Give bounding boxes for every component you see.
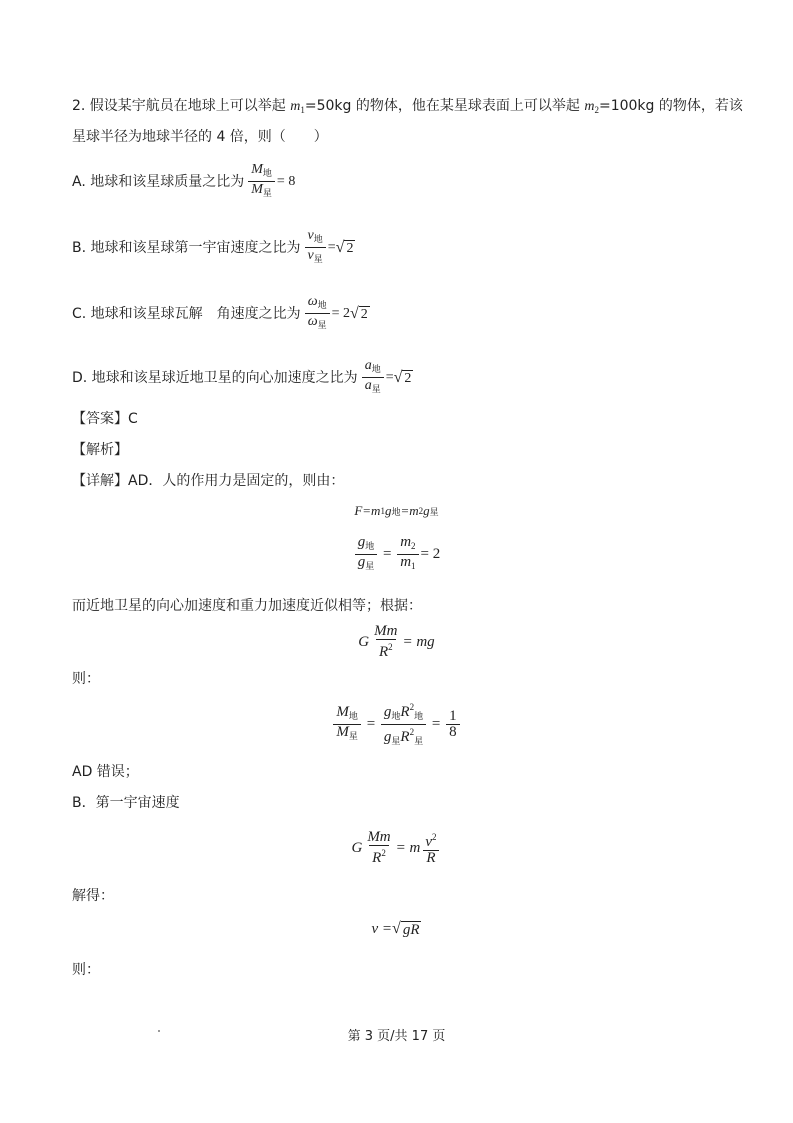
question-text-mid: =50kg 的物体，他在某星球表面上可以举起 [304,98,585,114]
equation-2: $\frac{g_地}{g_星}$ = $\frac{m_2}{m_1}$ = 2 [0,535,793,574]
page-footer: 第 3 页/共 17 页 [347,1029,446,1044]
text-then-2: 则： [72,962,100,978]
option-b-formula: $\frac{v_地}{v_星}$ = √ 2 [303,228,356,267]
option-a-formula: $\frac{M_地}{M_星}$ = 8 [246,162,295,201]
text-b-cosmic-velocity: B．第一宇宙速度 [72,795,180,811]
question-text-2: 星球半径为地球半径的 4 倍，则（ ） [72,129,328,145]
option-d-formula: $\frac{a_地}{a_星}$ = √ 2 [360,358,414,397]
option-a-result: = 8 [276,173,296,189]
equation-6: v = √ gR [371,920,420,938]
question-text-suffix: =100kg 的物体，若该 [598,98,743,114]
detail-line: 【详解】AD．人的作用力是固定的，则由： [72,473,345,489]
answer-line [72,409,138,429]
option-d-text: D. 地球和该星球近地卫星的向心加速度之比为 [72,369,358,386]
analysis-label: 【解析】 [72,442,128,458]
text-solve: 解得： [72,888,114,904]
m1-sub: 1 [300,105,305,115]
option-d [72,358,413,397]
m2-var: m [584,99,595,114]
question-line-1 [72,96,743,120]
m2-sub: 2 [594,105,599,115]
equation-1: F =m 1 g 地 =m 2 g 星 [354,503,439,518]
option-c-text: C. 地球和该星球瓦解 角速度之比为 [72,305,301,322]
text-near-satellite: 而近地卫星的向心加速度和重力加速度近似相等；根据： [72,598,422,614]
answer-value: C [128,411,138,427]
option-d-sqrt: √ 2 [393,368,412,386]
option-b-sqrt: √ 2 [335,238,354,256]
equation-4: $\frac{M_地}{M_星}$ = $\frac{g_地R^2_地}{g_星R^2_星}$ = $\frac{1}{8}$ [0,700,793,749]
question-line-2 [72,127,328,147]
m1-var: m [290,99,301,114]
option-c-formula: $\frac{\omega_地}{\omega_星}$ = 2 √ 2 [303,294,370,333]
equation-5: G $\frac{Mm}{R^2}$ = m $\frac{v^2}{R}$ [351,829,437,866]
option-b [72,228,355,267]
answer-label: 【答案】 [72,411,128,427]
text-then-1: 则： [72,671,100,687]
question-text: 2. 假设某宇航员在地球上可以举起 [72,98,291,114]
option-a-text: A. 地球和该星球质量之比为 [72,173,245,190]
text-ad-wrong: AD 错误； [72,764,139,780]
option-c [72,294,370,333]
option-b-text: B. 地球和该星球第一宇宙速度之比为 [72,239,301,256]
option-a [72,162,295,201]
option-c-sqrt: √ 2 [350,304,368,322]
equation-3: G $\frac{Mm}{R^2}$ = mg [358,623,435,660]
